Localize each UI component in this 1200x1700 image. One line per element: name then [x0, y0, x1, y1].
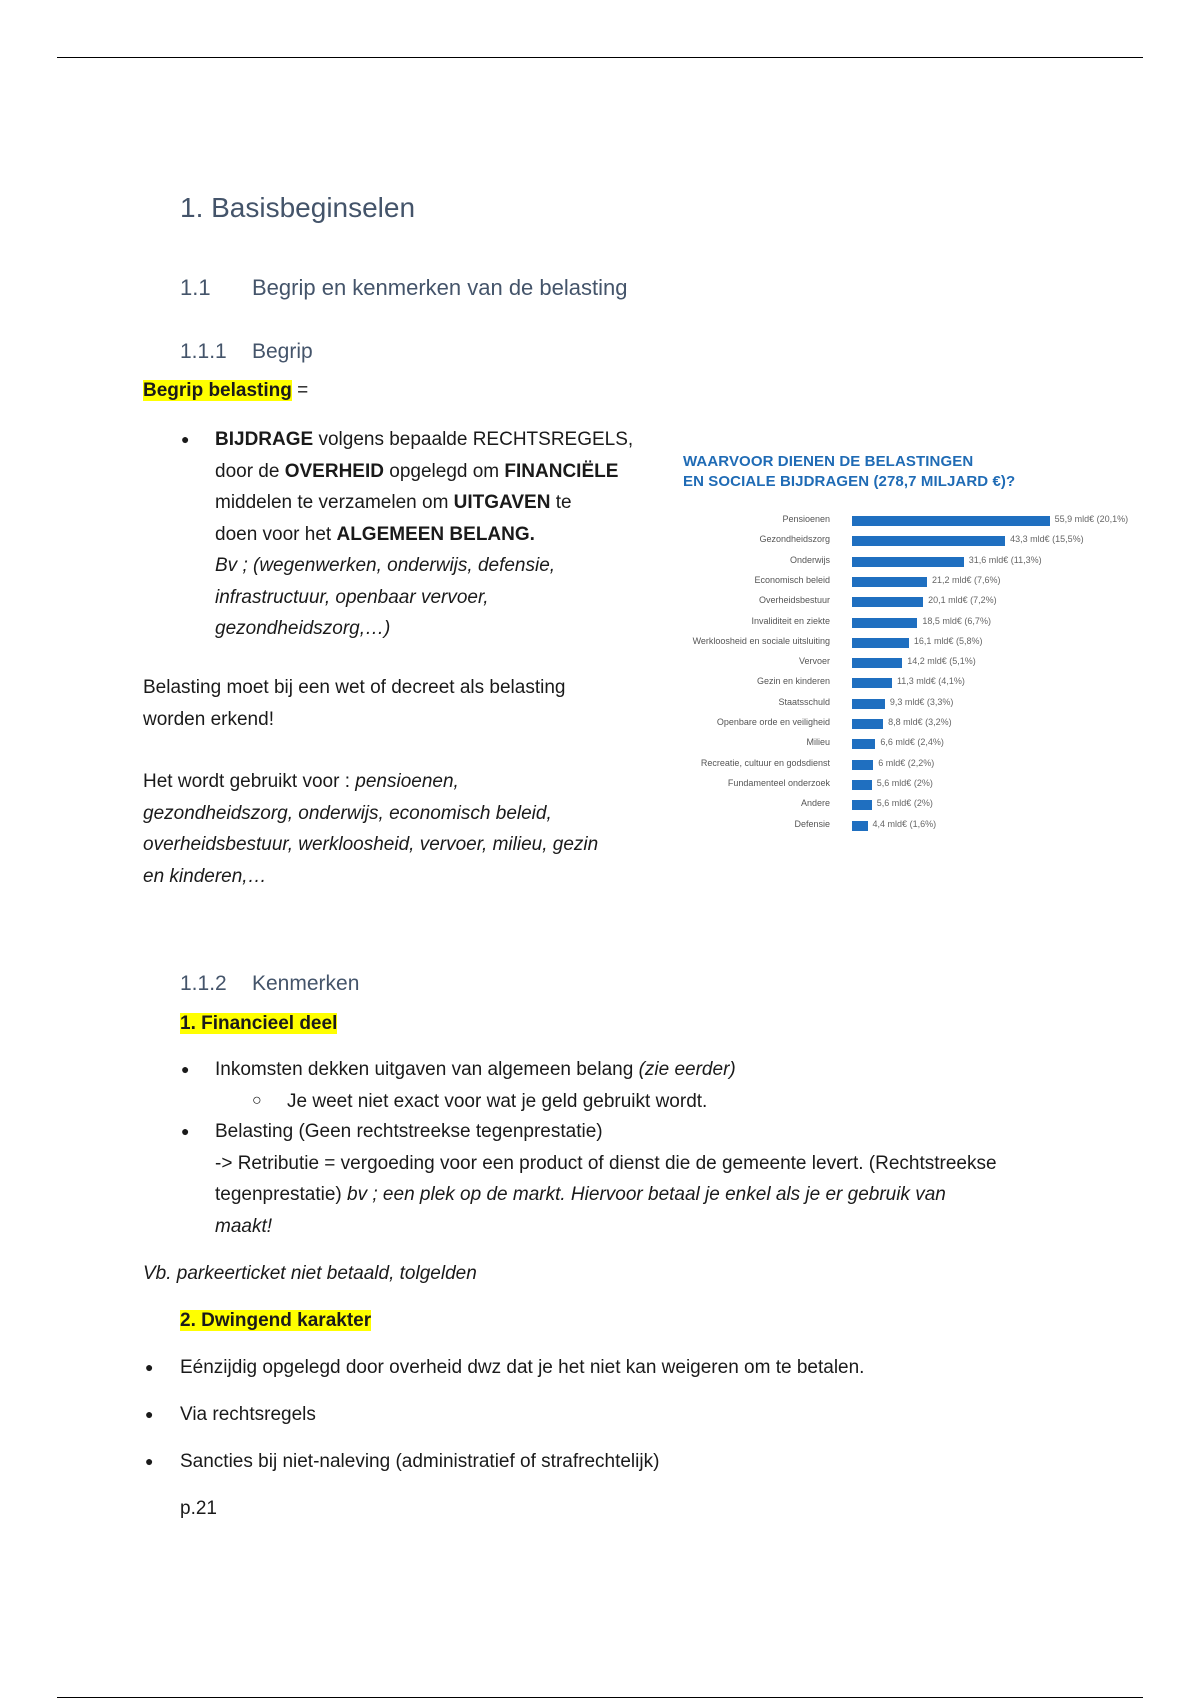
chart-category-label: Invaliditeit en ziekte: [751, 615, 830, 626]
chart-value-label: 55,9 mld€ (20,1%): [1054, 514, 1129, 524]
chart-value-label: 18,5 mld€ (6,7%): [922, 615, 991, 626]
def-bold: UITGAVEN: [453, 492, 551, 513]
k1-sub-bullet: Je weet niet exact voor wat je geld gebruikt wordt.: [287, 1091, 708, 1112]
chart-title-line-2: EN SOCIALE BIJDRAGEN (278,7 MILJARD €)?: [683, 473, 1016, 490]
chart-value-label: 11,3 mld€ (4,1%): [896, 676, 965, 687]
chart-bar: [852, 699, 885, 709]
chart-bar: [852, 638, 909, 648]
k2-bullet-2: Via rechtsregels: [180, 1404, 316, 1425]
chart-row: [660, 593, 1140, 611]
k1-bullet-2: [215, 1116, 1115, 1242]
chart-row: [660, 695, 1140, 713]
usage-paragraph: [143, 766, 663, 892]
heading-number: 1.1: [180, 275, 211, 300]
chart-bar: [852, 719, 883, 729]
chart-value-label: 5,6 mld€ (2%): [876, 777, 933, 788]
dwingend-karakter-highlight: 2. Dwingend karakter: [180, 1310, 372, 1331]
chart-bar: [852, 760, 873, 770]
chart-row: [660, 573, 1140, 591]
chart-title: [683, 452, 1015, 492]
wet-paragraph: [143, 672, 643, 735]
def-example-3: gezondheidszorg,…): [215, 618, 391, 639]
def-bold: BIJDRAGE: [215, 429, 314, 450]
def-bold: OVERHEID: [284, 460, 384, 482]
def-example-2: infrastructuur, openbaar vervoer,: [215, 586, 489, 608]
circle-bullet-icon: ○: [252, 1092, 262, 1109]
chart-title-line-1: WAARVOOR DIENEN DE BELASTINGEN: [683, 453, 974, 470]
chart-category-label: Openbare orde en veiligheid: [716, 717, 830, 727]
heading-text: Kenmerken: [252, 972, 360, 995]
k1-b2-line-1: Belasting (Geen rechtstreekse tegenprestatie): [215, 1121, 603, 1142]
def-text: doen voor het: [215, 523, 337, 545]
def-line-3: [215, 487, 655, 519]
heading-number: 1.1.2: [180, 972, 227, 995]
chart-value-label: 8,8 mld€ (3,2%): [888, 717, 952, 727]
chart-category-label: Defensie: [794, 818, 830, 829]
chart-category-label: Milieu: [806, 737, 830, 748]
vb-example: Vb. parkeerticket niet betaald, tolgelden: [143, 1263, 477, 1284]
footer-rule: [57, 1697, 1143, 1698]
bullet-icon: ●: [181, 1061, 190, 1077]
chart-category-label: Economisch beleid: [754, 574, 830, 585]
usage-line-1: Het wordt gebruikt voor : pensioenen,: [143, 771, 459, 792]
chart-bar: [852, 557, 964, 567]
chart-bar: [852, 678, 892, 688]
k1-b2-line-3: tegenprestatie) bv ; een plek op de markt. Hiervoor betaal je enkel als je er gebruik van: [215, 1184, 946, 1205]
chart-value-label: 6 mld€ (2,2%): [878, 757, 935, 768]
chart-category-label: Pensioenen: [782, 514, 830, 524]
header-rule: [57, 57, 1143, 58]
chart-bar: [852, 516, 1050, 526]
bullet-icon: ●: [181, 1123, 190, 1139]
chart-value-label: 20,1 mld€ (7,2%): [928, 595, 997, 606]
chart-row: [660, 817, 1140, 835]
def-text: te: [550, 492, 572, 513]
kenmerk-2-title: [180, 1305, 371, 1337]
definition-block: [215, 424, 655, 645]
chart-category-label: Andere: [800, 798, 830, 809]
chart-row: [660, 654, 1140, 672]
def-example-1: Bv ; (wegenwerken, onderwijs, defensie,: [215, 555, 556, 576]
chart-value-label: 16,1 mld€ (5,8%): [913, 635, 983, 646]
chart-category-label: Overheidsbestuur: [758, 595, 830, 606]
heading-begrip: [180, 340, 313, 364]
bullet-icon: ●: [145, 1406, 154, 1422]
chart-row: [660, 532, 1140, 550]
usage-line-3: overheidsbestuur, werkloosheid, vervoer, milieu, gezin: [143, 834, 599, 855]
bullet-icon: ●: [145, 1359, 154, 1375]
chart-row: [660, 674, 1140, 692]
chart-row: [660, 512, 1140, 530]
chart-row: [660, 796, 1140, 814]
chart-row: [660, 634, 1140, 652]
chart-category-label: Vervoer: [798, 656, 830, 667]
heading-kenmerken: [180, 972, 359, 996]
heading-basisbeginselen: 1. Basisbeginselen: [180, 192, 416, 223]
chart-bar: [852, 739, 875, 749]
bullet-icon: ●: [145, 1453, 154, 1469]
bullet-icon: ●: [181, 431, 190, 447]
wet-line-2: worden erkend!: [143, 708, 274, 730]
page-reference: p.21: [180, 1498, 217, 1519]
def-text: middelen te verzamelen om: [215, 492, 454, 513]
heading-text: Begrip en kenmerken van de belasting: [252, 275, 628, 300]
chart-bar: [852, 821, 868, 831]
chart-bar: [852, 780, 872, 790]
chart-category-label: Onderwijs: [789, 554, 830, 565]
financieel-deel-highlight: 1. Financieel deel: [180, 1013, 338, 1034]
chart-bar: [852, 618, 917, 628]
chart-value-label: 5,6 mld€ (2%): [876, 798, 933, 809]
chart-bar: [852, 536, 1005, 546]
heading-begrip-en-kenmerken: [180, 275, 627, 301]
def-line-4: [215, 519, 655, 551]
chart-value-label: 21,2 mld€ (7,6%): [931, 574, 1001, 585]
chart-value-label: 31,6 mld€ (11,3%): [968, 554, 1042, 565]
heading-text: Begrip: [252, 340, 313, 363]
def-text: volgens bepaalde RECHTSREGELS,: [313, 429, 634, 450]
chart-row: [660, 715, 1140, 733]
def-text: opgelegd om: [383, 460, 505, 482]
chart-category-label: Staatsschuld: [778, 696, 830, 707]
chart-category-label: Werkloosheid en sociale uitsluiting: [692, 635, 830, 646]
k1-b2-line-4: maakt!: [215, 1215, 273, 1237]
k1-bullet-1: Inkomsten dekken uitgaven van algemeen belang (zie eerder): [215, 1059, 736, 1080]
def-bold: FINANCIËLE: [504, 460, 619, 482]
def-line-2: [215, 456, 655, 488]
chart-row: [660, 553, 1140, 571]
chart-bar: [852, 577, 927, 587]
chart-value-label: 6,6 mld€ (2,4%): [880, 737, 944, 748]
heading-number: 1.1.1: [180, 340, 227, 363]
chart-category-label: Gezondheidszorg: [759, 534, 830, 545]
kenmerk-1-title: [180, 1008, 337, 1040]
chart-value-label: 9,3 mld€ (3,3%): [889, 696, 954, 707]
def-line-1: [215, 424, 655, 456]
chart-category-label: Recreatie, cultuur en godsdienst: [700, 757, 830, 768]
equals-sign: =: [291, 380, 309, 401]
chart-bar: [852, 658, 902, 668]
begrip-belasting-highlight: Begrip belasting: [143, 380, 292, 401]
chart-row: [660, 614, 1140, 632]
chart-row: [660, 776, 1140, 794]
chart-value-label: 4,4 mld€ (1,6%): [872, 818, 937, 829]
usage-line-2: gezondheidszorg, onderwijs, economisch beleid,: [143, 802, 552, 824]
k2-bullet-1: Eénzijdig opgelegd door overheid dwz dat je het niet kan weigeren om te betalen.: [180, 1357, 865, 1378]
chart-value-label: 43,3 mld€ (15,5%): [1010, 534, 1084, 545]
def-bold: ALGEMEEN BELANG.: [336, 523, 535, 545]
usage-line-4: en kinderen,…: [143, 865, 267, 887]
begrip-label-line: [143, 375, 308, 407]
wet-line-1: Belasting moet bij een wet of decreet als belasting: [143, 677, 566, 698]
def-text: door de: [215, 460, 285, 482]
chart-value-label: 14,2 mld€ (5,1%): [907, 656, 976, 667]
chart-row: [660, 756, 1140, 774]
chart-category-label: Gezin en kinderen: [756, 676, 830, 687]
k2-bullet-3: Sancties bij niet-naleving (administratief of strafrechtelijk): [180, 1451, 660, 1472]
chart-row: [660, 735, 1140, 753]
k1-b2-line-2: -> Retributie = vergoeding voor een product of dienst die de gemeente levert. (Rechtstreekse: [215, 1152, 997, 1174]
chart-bar: [852, 597, 923, 607]
chart-category-label: Fundamenteel onderzoek: [727, 777, 830, 788]
chart-bar: [852, 800, 872, 810]
